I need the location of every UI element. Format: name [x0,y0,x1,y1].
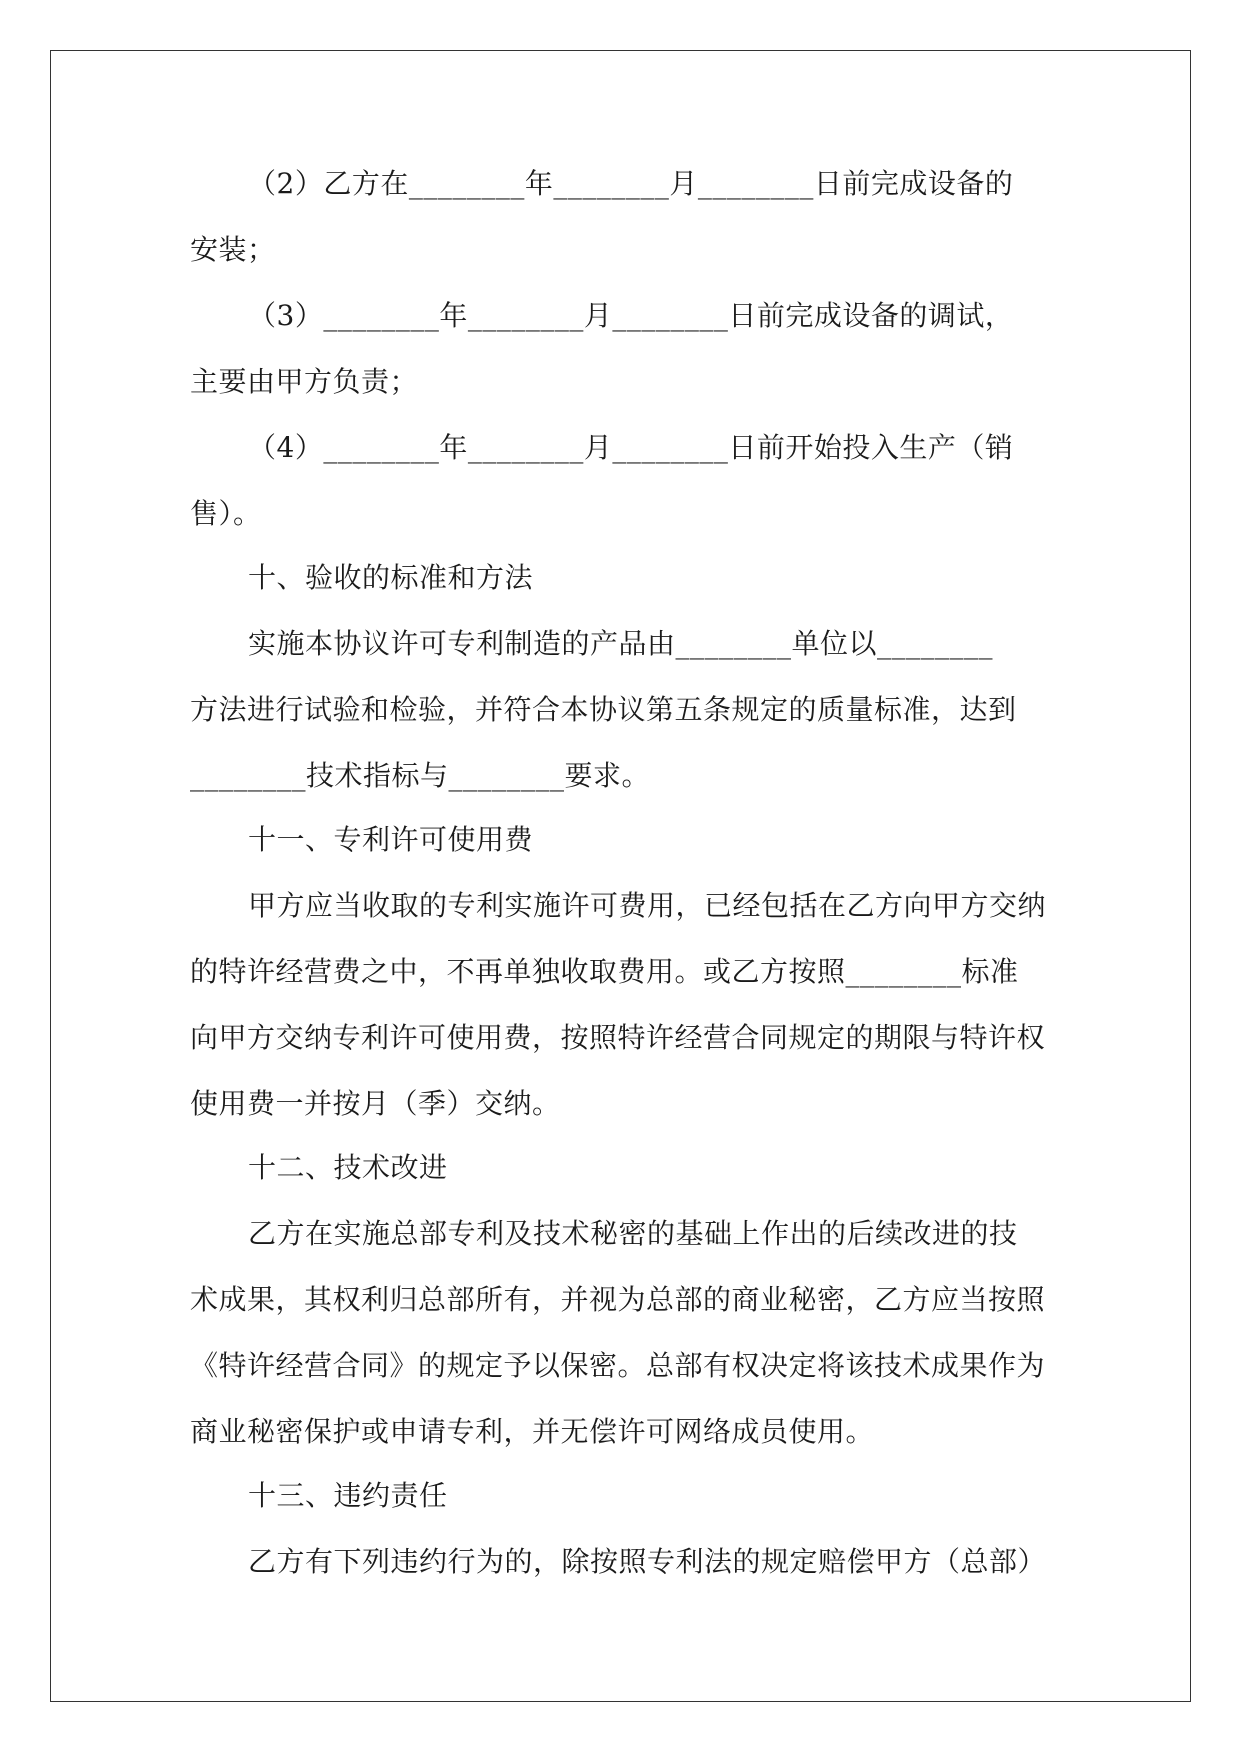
clause-9-item-2-line-1: （2）乙方在________年________月________日前完成设备的 [248,167,1014,200]
section-11-paragraph-line-3: 向甲方交纳专利许可使用费，按照特许经营合同规定的期限与特许权 [190,1021,1046,1054]
section-heading-10: 十、验收的标准和方法 [248,561,534,594]
clause-9-item-3-line-1: （3）________年________月________日前完成设备的调试， [248,299,1014,332]
section-12-paragraph-line-3: 《特许经营合同》的规定予以保密。总部有权决定将该技术成果作为 [190,1349,1046,1382]
section-10-paragraph-line-2: 方法进行试验和检验，并符合本协议第五条规定的质量标准，达到 [190,693,1017,726]
section-11-paragraph-line-4: 使用费一并按月（季）交纳。 [190,1087,561,1120]
clause-9-item-4-line-1: （4）________年________月________日前开始投入生产（销 [248,431,1014,464]
section-12-paragraph-line-4: 商业秘密保护或申请专利，并无偿许可网络成员使用。 [190,1415,875,1448]
clause-9-item-4-line-2: 售）。 [190,497,262,530]
section-11-paragraph-line-2: 的特许经营费之中，不再单独收取费用。或乙方按照________标准 [190,955,1019,988]
section-12-paragraph-line-2: 术成果，其权利归总部所有，并视为总部的商业秘密，乙方应当按照 [190,1283,1046,1316]
section-heading-11: 十一、专利许可使用费 [248,823,534,856]
section-heading-12: 十二、技术改进 [248,1151,448,1184]
section-10-paragraph-line-3: ________技术指标与________要求。 [190,759,651,792]
section-13-paragraph-line-1: 乙方有下列违约行为的，除按照专利法的规定赔偿甲方（总部） [248,1545,1047,1578]
section-heading-13: 十三、违约责任 [248,1479,448,1512]
section-12-paragraph-line-1: 乙方在实施总部专利及技术秘密的基础上作出的后续改进的技 [248,1217,1018,1250]
section-11-paragraph-line-1: 甲方应当收取的专利实施许可费用，已经包括在乙方向甲方交纳 [248,889,1047,922]
clause-9-item-3-line-2: 主要由甲方负责； [190,365,419,398]
section-10-paragraph-line-1: 实施本协议许可专利制造的产品由________单位以________ [248,627,994,660]
clause-9-item-2-line-2: 安装； [190,233,276,266]
